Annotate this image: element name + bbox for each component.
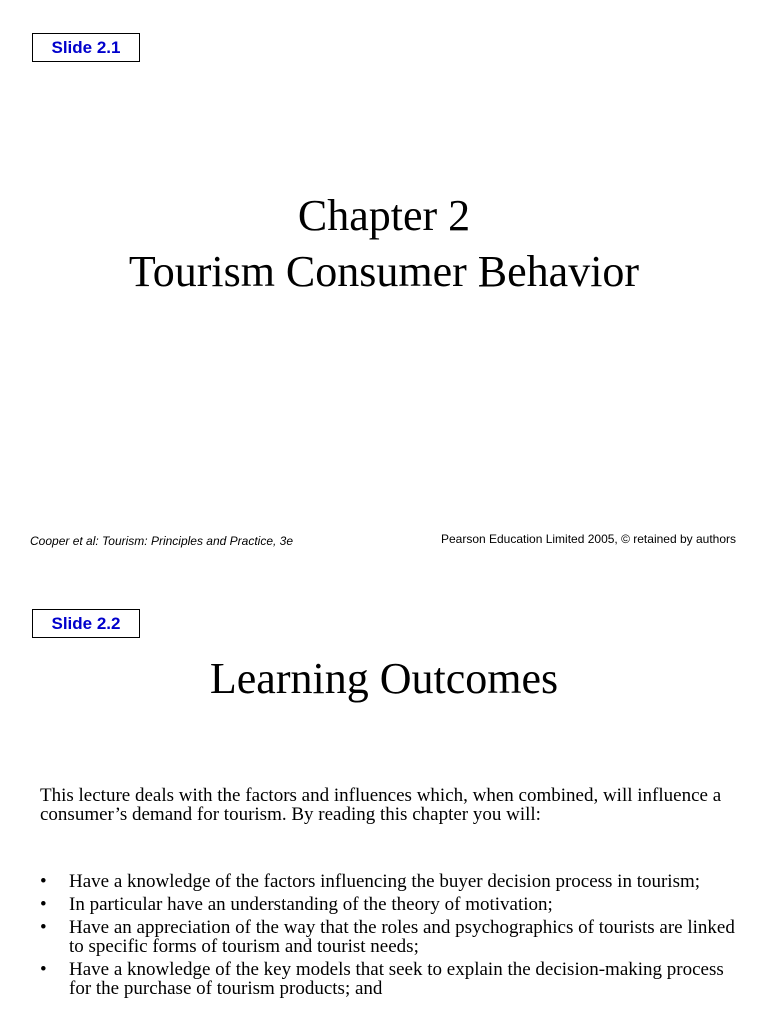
- list-item-text: Have a knowledge of the key models that seek to explain the decision-making process for the purchase of tourism products; and: [69, 959, 724, 999]
- list-item-text: In particular have an understanding of the theory of motivation;: [69, 894, 553, 915]
- chapter-subtitle: Tourism Consumer Behavior: [128, 247, 640, 296]
- bullet-icon: •: [40, 917, 47, 938]
- list-item-text: Have an appreciation of the way that the roles and psychographics of tourists are linked to specific forms of tourism and tourist needs;: [69, 917, 735, 957]
- slide-number-label: Slide 2.2: [32, 609, 140, 638]
- list-item: [40, 895, 740, 914]
- intro-paragraph: This lecture deals with the factors and influences which, when combined, will influence a consumer’s demand for tourism. By reading this chapter you will:: [40, 785, 722, 825]
- list-item: [40, 918, 740, 956]
- bullet-icon: •: [40, 871, 47, 892]
- learning-outcomes-list: [40, 872, 740, 1002]
- bullet-icon: •: [40, 894, 47, 915]
- slide-title: Learning Outcomes: [209, 654, 559, 703]
- list-item: [40, 960, 740, 998]
- list-item-text: Have a knowledge of the factors influencing the buyer decision process in tourism;: [69, 871, 701, 892]
- footer-book-title: Tourism: Principles and Practice, 3e: [102, 534, 294, 548]
- footer-citation: [30, 533, 293, 549]
- footer-copyright: Pearson Education Limited 2005, © retained by authors: [440, 532, 736, 546]
- footer-authors: Cooper et al:: [30, 534, 103, 548]
- list-item: [40, 872, 740, 891]
- slide-number-label: Slide 2.1: [32, 33, 140, 62]
- bullet-icon: •: [40, 959, 47, 980]
- chapter-title: Chapter 2: [297, 191, 471, 240]
